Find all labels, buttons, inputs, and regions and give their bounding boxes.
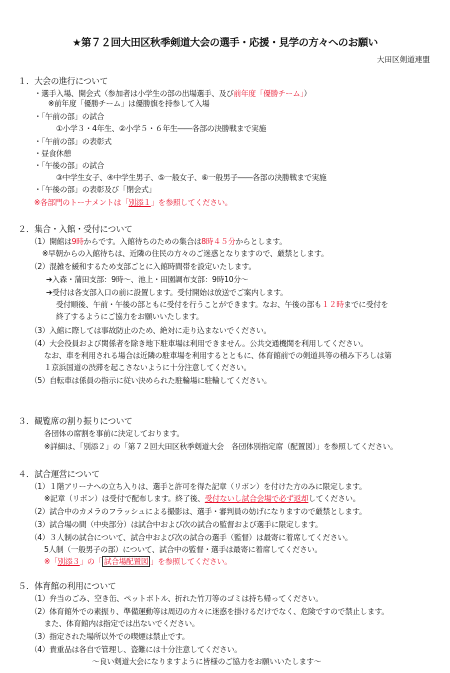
section-5-heading: ５．体育館の利用について	[18, 581, 116, 591]
section-5-line: （1）弁当のごみ、空き缶、ペットボトル、折れた竹刀等のゴミは持ち帰ってください。	[30, 594, 323, 603]
section-2-line: ※早朝からの入館待ちは、近隣の住民の方々のご迷惑となりますので、厳禁とします。	[42, 249, 329, 258]
section-1-line: ①小学３・4年生、②小学５・６年生――各部の決勝戦まで実施	[56, 124, 267, 133]
section-5-line: （2）体育館外での素振り、準備運動等は周辺の方々に迷惑を掛けるだけでなく、危険ですので禁止します。	[30, 607, 389, 616]
section-4-line: （2）試合中のカメラのフラッシュによる撮影は、選手・審判員の妨げになりますので厳禁とします。	[30, 507, 367, 516]
section-4-line: ※記章（リボン）は受付で配布します。終了後、受付ないし試合会場で必ず返却してください。	[44, 494, 361, 503]
section-1-line: ・「午後の部」の表彰及び「閉会式」	[34, 185, 156, 194]
section-2-line: （1）開館は9時からです。入館待ちのための集合は8時４５分からとします。	[30, 237, 287, 246]
section-2-line: 終了するようにご協力をお願いいたします。	[56, 312, 204, 321]
section-2-line: （2）混雑を緩和するため支部ごとに入館時間帯を設定いたします。	[30, 262, 256, 271]
organization-name: 大田区剣道連盟	[376, 55, 430, 64]
section-1-line: ③中学生女子、④中学生男子、⑤一般女子、⑥一般男子――各部の決勝戦まで実施	[56, 173, 327, 182]
section-2-line: （4）大会役員および関係者を除き地下駐車場は利用できません。公共交通機関を利用してください。	[30, 339, 368, 348]
section-2-line: １京浜国道の渋滞を起こさないように十分注意してください。	[44, 363, 252, 372]
section-3-heading: ３．観覧席の割り振りについて	[18, 416, 133, 426]
section-5-line: （3）指定された場所以外での喫煙は禁止です。	[30, 632, 190, 641]
section-4-heading: ４．試合運営について	[18, 469, 100, 479]
section-3-line: 各団体の席割を事前に決定しております。	[44, 429, 184, 438]
section-2-line: 受付順後、午前・午後の部ともに受付を行うことができます。なお、午後の部も１２時までに受付を	[56, 300, 389, 309]
section-2-line: ➔入森・蒲田支部：9時～、池上・田園調布支部：9時10分～	[46, 275, 249, 284]
section-4-line: （3）試合場の間（中央部分）は試合中および次の試合の監督および選手に限定します。	[30, 520, 323, 529]
section-1-line: ・「午前の部」の試合	[34, 112, 105, 121]
closing-message: ～良い剣道大会になりますように皆様のご協力をお願いいたします～	[92, 657, 322, 666]
section-5-line: （4）貴重品は各自で管理し、盗難には十分注意してください。	[30, 645, 242, 654]
section-2-line: ➔受付は各支部入口の前に設置します。受付開始は放送でご案内します。	[46, 288, 288, 297]
document-title: ★第７２回大田区秋季剣道大会の選手・応援・見学の方々へのお願い	[72, 38, 378, 49]
section-1-line: ・選手入場、開会式（参加者は小学生の部の出場選手、及び前年度「優勝チーム」）	[34, 89, 312, 98]
section-4-line: （4）３人制の試合について、試合中および次の試合の選手（監督）は最寄に着席してください。	[30, 533, 353, 542]
section-1-line: ・「午後の部」の試合	[34, 161, 105, 170]
section-1-heading: １．大会の進行について	[18, 76, 108, 86]
section-1-line: ※前年度「優勝チーム」は優勝旗を持参して入場	[48, 99, 210, 108]
section-4-line: （1）１階アリーナへの立ち入りは、選手と許可を得た記章（リボン）を付けた方のみに限定します。	[30, 482, 367, 491]
section-2-line: （3）入館に際しては事故防止のため、絶対に走り込まないでください。	[30, 326, 271, 335]
section-1-note: ※各部門のトーナメントは「別添１」を参照してください。	[34, 198, 233, 207]
section-5-line: また、体育館内は指定では出ないでください。	[44, 619, 200, 628]
section-2-line: （5）自転車は係員の指示に従い決められた駐輪場に駐輪してください。	[30, 376, 272, 385]
section-2-line: なお、車を利用される場合は近隣の駐車場を利用するとともに、体育館前での剣道具等の積み下ろしは第	[44, 351, 392, 360]
section-4-note: ※「別添３」の「 試合場配置図 」を参照してください。	[44, 557, 232, 566]
section-1-line: ・昼食休憩	[34, 149, 71, 158]
section-1-line: ・「午前の部」の表彰式	[34, 137, 112, 146]
section-3-line: ※詳細は、「別添２」の「第７２回大田区秋季剣道大会 各団体別指定席（配置図）」を参照してください。	[44, 442, 398, 451]
red-note: 前年度「優勝チーム」	[233, 89, 304, 98]
section-2-heading: ２．集合・入館・受付について	[18, 224, 133, 234]
section-4-line: 5人制（一般男子の部）について、試合中の監督・選手は最寄に着席してください。	[44, 545, 322, 554]
